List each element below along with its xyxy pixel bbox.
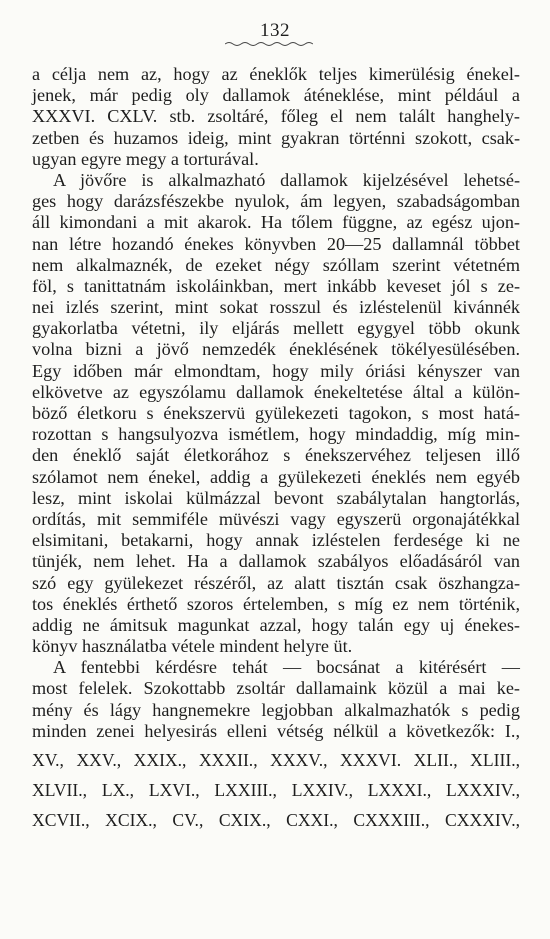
text-line: A jövőre is alkalmazható dallamok kijelzésével lehetsé- [53, 169, 520, 190]
body-text [32, 64, 520, 834]
text-line: föl, s tanittatnám iskoláinkban, mert inkább keveset jól s ze- [32, 275, 520, 296]
text-line: minden zenei helyesirás elleni vétség nélkül a következők: I., [32, 720, 520, 741]
numeral-line: XV., XXV., XXIX., XXXII., XXXV., XXXVI. XLII., XLIII., [32, 750, 520, 770]
text-line: A fentebbi kérdésre tehát — bocsánat a kitérésért — [53, 657, 520, 678]
text-line: elsimitani, betakarni, hogy annak izléstelen ferdesége ki ne [32, 530, 520, 551]
numeral-line: XCVII., XCIX., CV., CXIX., CXXI., CXXXIII., CXXXIV., [32, 810, 520, 830]
text-line: volna bizni a jövő nemzedék éneklésének tökélyesülésében. [32, 339, 520, 360]
text-line: nei izlés szerint, mint sokat rosszul és izléstelenül kivánnék [32, 297, 520, 318]
numeral-line: XLVII., LX., LXVI., LXXIII., LXXIV., LXXXI., LXXXIV., [32, 780, 520, 800]
text-line: jenek, már pedig oly dallamok áténeklése, mint például a [32, 85, 520, 106]
text-line: elkövetve az egyszólamu dallamok énekeltetése által a külön- [32, 381, 520, 402]
text-line: gyakorlatba vétetni, ily eljárás mellett egygyel több okunk [32, 318, 520, 339]
text-line: Egy időben már elmondtam, hogy mily óriási kényszer van [32, 360, 520, 381]
text-line: tos éneklés érthető szoros értelemben, s míg ez nem történik, [32, 593, 520, 614]
ornament-rule [225, 41, 313, 47]
text-line: nem alkalmaznék, de ezeket négy szóllam szerint vétetném [32, 254, 520, 275]
text-line: nan létre hozandó énekes könyvben 20—25 dallamnál többet [32, 233, 520, 254]
text-line: ugyan egyre megy a torturával. [32, 148, 259, 169]
text-line: áll kimondani a mit akarok. Ha tőlem függne, az egész ujon- [32, 212, 520, 233]
text-line: ges hogy darázsfészekbe nyulok, ám legyen, szabadságomban [32, 191, 520, 212]
text-line: addig ne ámitsuk magunkat azzal, hogy talán egy uj énekes- [32, 614, 520, 635]
page-number: 132 [260, 20, 290, 41]
text-line: rozottan s hangsulyozva ismétlem, hogy mindaddig, míg min- [32, 424, 520, 445]
text-line: XXXVI. CXLV. stb. zsoltáré, főleg el nem talált hanghely- [32, 106, 520, 127]
text-line: könyv használatba vétele mindent helyre üt. [32, 636, 353, 657]
text-line: mény és lágy hangnemekre legjobban alkalmazhatók s pedig [32, 699, 520, 720]
text-line: szó egy gyülekezet részéről, az alatt tisztán csak öszhangza- [32, 572, 520, 593]
text-line: szólamot nem énekel, addig a gyülekezeti éneklés nem egyéb [32, 466, 520, 487]
text-line: lesz, mint iskolai külmázzal bevont szabálytalan hangtorlás, [32, 487, 520, 508]
text-line: ordítás, mit semmiféle müvészi vagy egyszerü orgonajátékkal [32, 508, 520, 529]
text-line: most felelek. Szokottabb zsoltár dallamaink közül a mai ke- [32, 678, 520, 699]
text-line: den éneklő saját életkorához s énekszervéhez teljesen illő [32, 445, 520, 466]
text-line: zetben és huzamos ideig, mint gyakran történni szokott, csak- [32, 127, 520, 148]
text-line: a célja nem az, hogy az éneklők teljes kimerülésig énekel- [32, 64, 520, 84]
text-line: böző életkoru s énekszervü gyülekezeti tagokon, s most hatá- [32, 403, 520, 423]
text-line: tünjék, nem lehet. Ha a dallamok szabályos előadásáról van [32, 551, 520, 572]
